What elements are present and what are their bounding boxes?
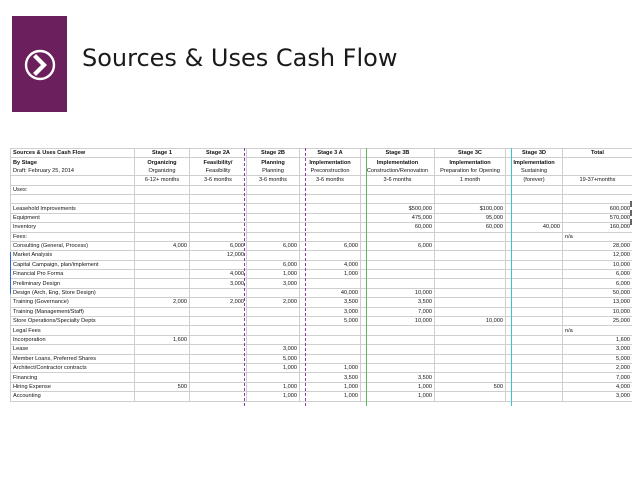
value-cell: 95,000	[435, 213, 506, 222]
value-cell	[247, 373, 300, 382]
value-cell: 50,000	[563, 288, 633, 297]
header-cell: Stage 3 A	[300, 149, 361, 158]
row-label: Architect/Contractor contracts	[11, 363, 135, 372]
value-cell	[300, 279, 361, 288]
value-cell: 1,000	[247, 270, 300, 279]
row-label: Accounting	[11, 392, 135, 401]
table-row	[11, 307, 633, 316]
value-cell	[435, 326, 506, 335]
value-cell	[435, 279, 506, 288]
value-cell	[361, 260, 435, 269]
header-cell: 3-6 months	[300, 176, 361, 185]
value-cell	[135, 307, 190, 316]
value-cell	[247, 223, 300, 232]
value-cell	[135, 260, 190, 269]
row-label: Fees:	[11, 232, 135, 241]
table-row	[11, 204, 633, 213]
value-cell: n/a	[563, 326, 633, 335]
value-cell	[135, 270, 190, 279]
value-cell	[506, 298, 563, 307]
header-cell: Organizing	[135, 158, 190, 167]
value-cell	[361, 335, 435, 344]
table-row	[11, 185, 633, 194]
value-cell	[563, 185, 633, 194]
value-cell: 5,000	[563, 354, 633, 363]
value-cell: 1,600	[563, 335, 633, 344]
stage-divider-purple	[244, 148, 245, 406]
header-cell: 1 month	[435, 176, 506, 185]
table-row	[11, 345, 633, 354]
value-cell: 3,500	[361, 298, 435, 307]
table-row	[11, 373, 633, 382]
value-cell: 4,000	[190, 270, 247, 279]
header-label: By Stage	[11, 158, 135, 167]
value-cell	[506, 382, 563, 391]
value-cell	[300, 185, 361, 194]
header-cell: Organizing	[135, 167, 190, 176]
header-row	[11, 158, 633, 167]
value-cell	[135, 363, 190, 372]
value-cell	[247, 204, 300, 213]
table-row	[11, 260, 633, 269]
header-cell: Construction/Renovation	[361, 167, 435, 176]
value-cell	[435, 185, 506, 194]
value-cell: 2,000	[135, 298, 190, 307]
header-cell: 19-37+months	[563, 176, 633, 185]
value-cell	[135, 345, 190, 354]
value-cell: 500	[135, 382, 190, 391]
value-cell	[435, 288, 506, 297]
value-cell	[361, 251, 435, 260]
header-cell: Stage 2B	[247, 149, 300, 158]
chevron-right-circle-icon	[23, 48, 57, 82]
value-cell	[190, 326, 247, 335]
row-label: Consulting (General, Process)	[11, 241, 135, 250]
value-cell	[300, 251, 361, 260]
row-label: Equipment	[11, 213, 135, 222]
table-row	[11, 241, 633, 250]
header-cell: 3-6 months	[247, 176, 300, 185]
value-cell	[190, 354, 247, 363]
logo-block	[12, 16, 67, 112]
row-label: Member Loans, Preferred Shares	[11, 354, 135, 363]
header-cell: Stage 3B	[361, 149, 435, 158]
row-label	[11, 194, 135, 203]
value-cell	[506, 204, 563, 213]
value-cell: 3,500	[361, 373, 435, 382]
value-cell	[435, 392, 506, 401]
value-cell	[435, 251, 506, 260]
value-cell	[135, 194, 190, 203]
row-label: Hiring Expense	[11, 382, 135, 391]
value-cell	[435, 373, 506, 382]
value-cell: 6,000	[247, 260, 300, 269]
value-cell: 3,500	[300, 373, 361, 382]
value-cell	[506, 326, 563, 335]
value-cell: $100,000	[435, 204, 506, 213]
spreadsheet-image	[10, 148, 632, 406]
value-cell: 570,000	[563, 213, 633, 222]
table-row	[11, 392, 633, 401]
value-cell	[506, 363, 563, 372]
value-cell	[135, 354, 190, 363]
value-cell: 60,000	[435, 223, 506, 232]
value-cell: 3,000	[563, 345, 633, 354]
value-cell: 1,000	[300, 392, 361, 401]
value-cell	[506, 317, 563, 326]
value-cell	[190, 213, 247, 222]
cropped-cell-mark	[630, 210, 632, 216]
header-row	[11, 176, 633, 185]
value-cell: 10,000	[563, 307, 633, 316]
value-cell	[135, 392, 190, 401]
value-cell	[190, 382, 247, 391]
row-label: Training (Management/Staff)	[11, 307, 135, 316]
value-cell: 40,000	[300, 288, 361, 297]
cropped-cell-mark	[630, 219, 632, 225]
table-row	[11, 223, 633, 232]
value-cell	[435, 270, 506, 279]
value-cell	[506, 354, 563, 363]
table-row	[11, 194, 633, 203]
value-cell	[247, 326, 300, 335]
table-row	[11, 335, 633, 344]
value-cell	[190, 288, 247, 297]
value-cell	[506, 185, 563, 194]
value-cell	[361, 363, 435, 372]
value-cell: 2,000	[563, 363, 633, 372]
header-row	[11, 167, 633, 176]
header-cell: Feasibility/	[190, 158, 247, 167]
value-cell: 3,000	[247, 345, 300, 354]
header-cell: Stage 3D	[506, 149, 563, 158]
value-cell: 6,000	[190, 241, 247, 250]
value-cell: 13,000	[563, 298, 633, 307]
value-cell	[247, 185, 300, 194]
header-cell: Sustaining	[506, 167, 563, 176]
value-cell: 5,000	[247, 354, 300, 363]
value-cell: 10,000	[361, 288, 435, 297]
header-cell: Planning	[247, 158, 300, 167]
value-cell	[435, 194, 506, 203]
cash-flow-table	[10, 148, 632, 402]
header-cell: 3-6 months	[190, 176, 247, 185]
header-row	[11, 149, 633, 158]
value-cell: 6,000	[563, 270, 633, 279]
value-cell: n/a	[563, 232, 633, 241]
value-cell	[190, 373, 247, 382]
value-cell: $500,000	[361, 204, 435, 213]
value-cell	[135, 223, 190, 232]
value-cell	[361, 270, 435, 279]
value-cell: 1,000	[300, 382, 361, 391]
header-cell: 6-12+ months	[135, 176, 190, 185]
value-cell: 60,000	[361, 223, 435, 232]
value-cell: 2,000	[247, 298, 300, 307]
value-cell	[300, 326, 361, 335]
table-row	[11, 363, 633, 372]
value-cell: 3,000	[563, 392, 633, 401]
row-label: Financial Pro Forma	[11, 270, 135, 279]
value-cell	[361, 185, 435, 194]
value-cell	[435, 232, 506, 241]
header-cell: Implementation	[361, 158, 435, 167]
value-cell	[361, 345, 435, 354]
row-label: Market Analysis	[11, 251, 135, 260]
row-label: Design (Arch, Eng, Store Design)	[11, 288, 135, 297]
row-label: Incorporation	[11, 335, 135, 344]
table-row	[11, 326, 633, 335]
value-cell	[190, 307, 247, 316]
header-cell: Stage 1	[135, 149, 190, 158]
value-cell: 600,000	[563, 204, 633, 213]
value-cell	[361, 326, 435, 335]
value-cell: 2,000	[190, 298, 247, 307]
value-cell	[300, 354, 361, 363]
value-cell: 12,000	[190, 251, 247, 260]
value-cell: 3,000	[247, 279, 300, 288]
value-cell: 1,000	[300, 270, 361, 279]
value-cell: 3,000	[300, 307, 361, 316]
value-cell	[506, 392, 563, 401]
value-cell: 4,000	[300, 260, 361, 269]
value-cell: 1,000	[247, 392, 300, 401]
value-cell	[135, 251, 190, 260]
value-cell	[435, 307, 506, 316]
value-cell	[506, 288, 563, 297]
value-cell	[300, 335, 361, 344]
value-cell	[506, 279, 563, 288]
value-cell: 475,000	[361, 213, 435, 222]
value-cell	[247, 288, 300, 297]
value-cell	[300, 204, 361, 213]
stage-divider-green	[366, 148, 367, 406]
table-row	[11, 317, 633, 326]
value-cell	[506, 241, 563, 250]
stage-divider-cyan	[511, 148, 512, 406]
slide-title: Sources & Uses Cash Flow	[82, 44, 398, 72]
value-cell: 1,000	[361, 392, 435, 401]
value-cell	[506, 345, 563, 354]
value-cell	[435, 335, 506, 344]
value-cell	[563, 194, 633, 203]
value-cell	[361, 279, 435, 288]
table-row	[11, 279, 633, 288]
value-cell	[135, 317, 190, 326]
table-row	[11, 298, 633, 307]
value-cell	[135, 213, 190, 222]
value-cell	[190, 194, 247, 203]
value-cell	[435, 260, 506, 269]
value-cell	[247, 251, 300, 260]
value-cell	[435, 363, 506, 372]
value-cell	[190, 335, 247, 344]
row-selection-edge	[10, 252, 11, 294]
value-cell	[190, 317, 247, 326]
value-cell	[435, 241, 506, 250]
value-cell	[247, 232, 300, 241]
value-cell	[247, 307, 300, 316]
value-cell	[506, 307, 563, 316]
value-cell: 1,000	[247, 382, 300, 391]
value-cell: 10,000	[361, 317, 435, 326]
value-cell	[190, 232, 247, 241]
value-cell	[190, 363, 247, 372]
value-cell	[506, 335, 563, 344]
value-cell: 3,000	[190, 279, 247, 288]
value-cell: 6,000	[563, 279, 633, 288]
value-cell: 1,000	[247, 363, 300, 372]
header-label: Sources & Uses Cash Flow	[11, 149, 135, 158]
row-label: Store Operations/Specialty Depts	[11, 317, 135, 326]
row-label: Preliminary Design	[11, 279, 135, 288]
value-cell: 4,000	[563, 382, 633, 391]
header-cell: Implementation	[300, 158, 361, 167]
row-label: Inventory	[11, 223, 135, 232]
value-cell	[506, 232, 563, 241]
value-cell	[300, 345, 361, 354]
value-cell	[300, 232, 361, 241]
table-row	[11, 354, 633, 363]
value-cell	[190, 204, 247, 213]
value-cell	[506, 213, 563, 222]
value-cell	[506, 373, 563, 382]
value-cell	[190, 260, 247, 269]
table-row	[11, 251, 633, 260]
value-cell	[300, 194, 361, 203]
value-cell	[361, 194, 435, 203]
value-cell: 3,500	[300, 298, 361, 307]
value-cell: 6,000	[247, 241, 300, 250]
value-cell: 6,000	[361, 241, 435, 250]
value-cell	[135, 185, 190, 194]
value-cell	[435, 298, 506, 307]
value-cell	[247, 213, 300, 222]
value-cell	[190, 185, 247, 194]
stage-divider-purple	[305, 148, 306, 406]
header-cell: Preconstruction	[300, 167, 361, 176]
table-row	[11, 270, 633, 279]
value-cell	[506, 270, 563, 279]
value-cell	[190, 223, 247, 232]
value-cell: 1,600	[135, 335, 190, 344]
value-cell: 500	[435, 382, 506, 391]
value-cell	[506, 251, 563, 260]
header-cell: Planning	[247, 167, 300, 176]
value-cell	[506, 194, 563, 203]
value-cell: 10,000	[435, 317, 506, 326]
value-cell	[135, 204, 190, 213]
value-cell	[247, 194, 300, 203]
value-cell	[190, 345, 247, 354]
table-row	[11, 213, 633, 222]
value-cell	[135, 326, 190, 335]
value-cell: 4,000	[135, 241, 190, 250]
value-cell	[361, 232, 435, 241]
value-cell: 7,000	[563, 373, 633, 382]
table-row	[11, 232, 633, 241]
header-cell: Total	[563, 149, 633, 158]
value-cell	[247, 317, 300, 326]
value-cell: 160,000	[563, 223, 633, 232]
value-cell	[190, 392, 247, 401]
header-cell: Stage 3C	[435, 149, 506, 158]
value-cell: 1,000	[300, 363, 361, 372]
value-cell: 6,000	[300, 241, 361, 250]
value-cell: 1,000	[361, 382, 435, 391]
value-cell	[300, 223, 361, 232]
value-cell	[435, 354, 506, 363]
row-label: Capital Campaign, plan/implement	[11, 260, 135, 269]
cropped-cell-mark	[630, 201, 632, 207]
row-label: Lease	[11, 345, 135, 354]
value-cell: 5,000	[300, 317, 361, 326]
header-cell: Feasibility	[190, 167, 247, 176]
row-label: Legal Fees	[11, 326, 135, 335]
header-cell: Stage 2A	[190, 149, 247, 158]
value-cell: 25,000	[563, 317, 633, 326]
value-cell	[300, 213, 361, 222]
value-cell	[506, 260, 563, 269]
value-cell	[135, 232, 190, 241]
value-cell	[135, 288, 190, 297]
value-cell: 7,000	[361, 307, 435, 316]
header-label: Draft: February 25, 2014	[11, 167, 135, 176]
header-cell: Implementation	[435, 158, 506, 167]
value-cell: 40,000	[506, 223, 563, 232]
value-cell: 28,000	[563, 241, 633, 250]
header-cell: Preparation for Opening	[435, 167, 506, 176]
row-label: Training (Governance)	[11, 298, 135, 307]
row-label: Leasehold Improvements	[11, 204, 135, 213]
header-cell: Implementation	[506, 158, 563, 167]
value-cell	[361, 354, 435, 363]
value-cell	[135, 373, 190, 382]
row-label: Financing	[11, 373, 135, 382]
header-cell	[563, 167, 633, 176]
value-cell	[435, 345, 506, 354]
value-cell	[247, 335, 300, 344]
value-cell: 10,000	[563, 260, 633, 269]
header-cell: (forever)	[506, 176, 563, 185]
header-label	[11, 176, 135, 185]
row-label: Uses:	[11, 185, 135, 194]
value-cell: 12,000	[563, 251, 633, 260]
header-cell	[563, 158, 633, 167]
header-cell: 3-6 months	[361, 176, 435, 185]
table-row	[11, 288, 633, 297]
table-row	[11, 382, 633, 391]
value-cell	[135, 279, 190, 288]
